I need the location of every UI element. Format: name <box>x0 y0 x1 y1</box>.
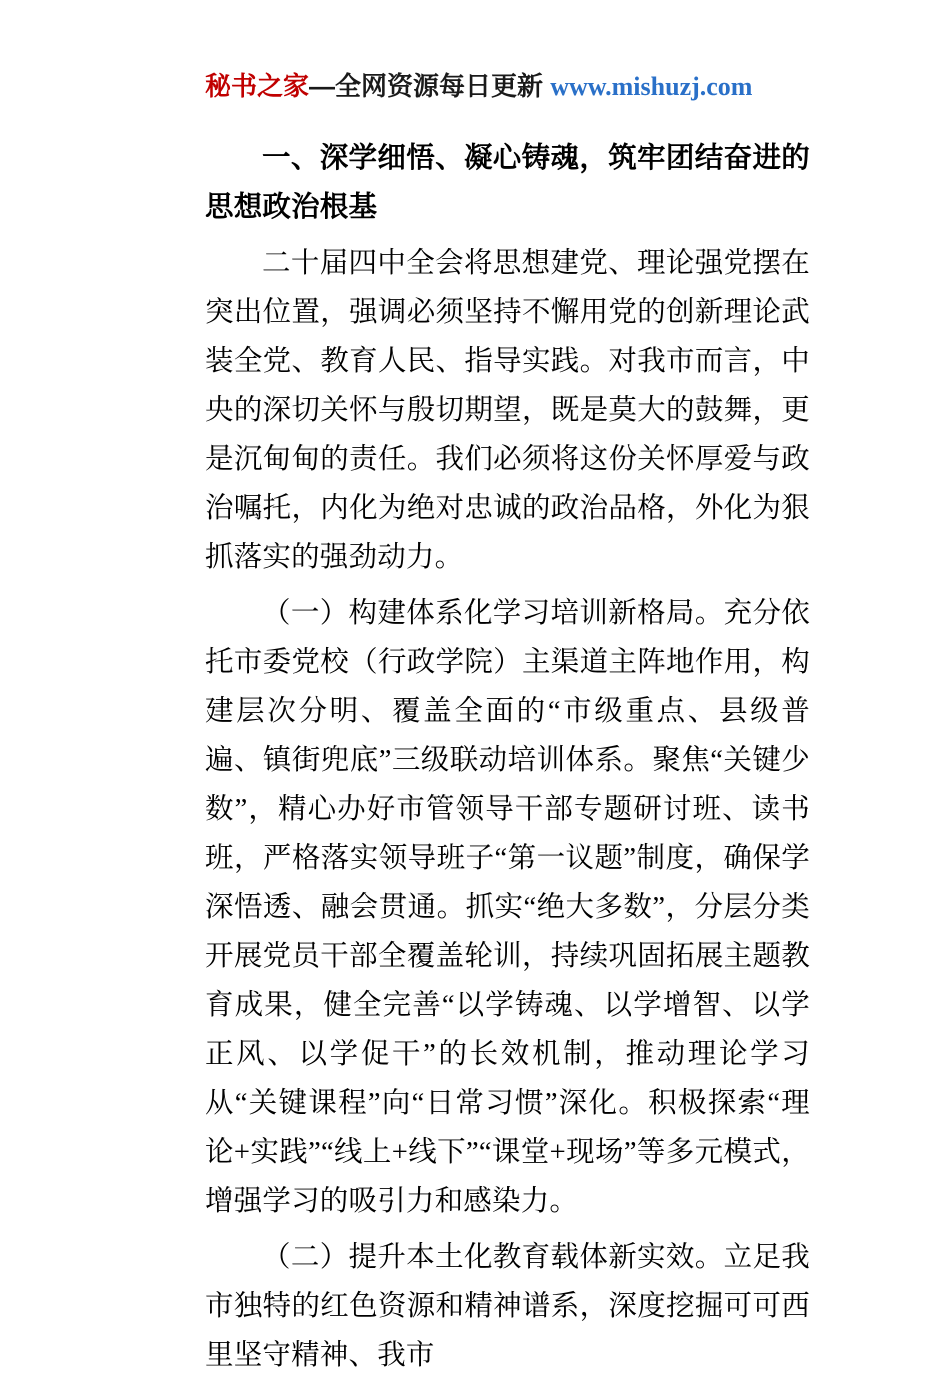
site-url-link: www.mishuzj.com <box>550 72 753 101</box>
paragraph-2: （一）构建体系化学习培训新格局。充分依托市委党校（行政学院）主渠道主阵地作用，构建层次分明、覆盖全面的“市级重点、县级普遍、镇街兜底”三级联动培训体系。聚焦“关键少数”，精心办好市管领导干部专题研讨班、读书班，严格落实领导班子“第一议题”制度，确保学深悟透、融会贯通。抓实“绝大多数”，分层分类开展党员干部全覆盖轮训，持续巩固拓展主题教育成果，健全完善“以学铸魂、以学增智、以学正风、以学促干”的长效机制，推动理论学习从“关键课程”向“日常习惯”深化。积极探索“理论+实践”“线上+线下”“课堂+现场”等多元模式，增强学习的吸引力和感染力。 <box>205 597 810 1217</box>
site-brand-separator: —全网资源每日更新 <box>309 71 551 101</box>
paragraph-1: 二十届四中全会将思想建党、理论强党摆在突出位置，强调必须坚持不懈用党的创新理论武装全党、教育人民、指导实践。对我市而言，中央的深切关怀与殷切期望，既是莫大的鼓舞，更是沉甸甸的责任。我们必须将这份关怀厚爱与政治嘱托，内化为绝对忠诚的政治品格，外化为狠抓落实的强劲动力。 <box>205 247 810 573</box>
site-watermark-header <box>205 70 810 104</box>
site-brand-name: 秘书之家 <box>205 71 310 101</box>
section-heading: 一、深学细悟、凝心铸魂，筑牢团结奋进的思想政治根基 <box>205 142 810 223</box>
paragraph-3: （二）提升本土化教育载体新实效。立足我市独特的红色资源和精神谱系，深度挖掘可可西里坚守精神、我市 <box>205 1241 810 1371</box>
